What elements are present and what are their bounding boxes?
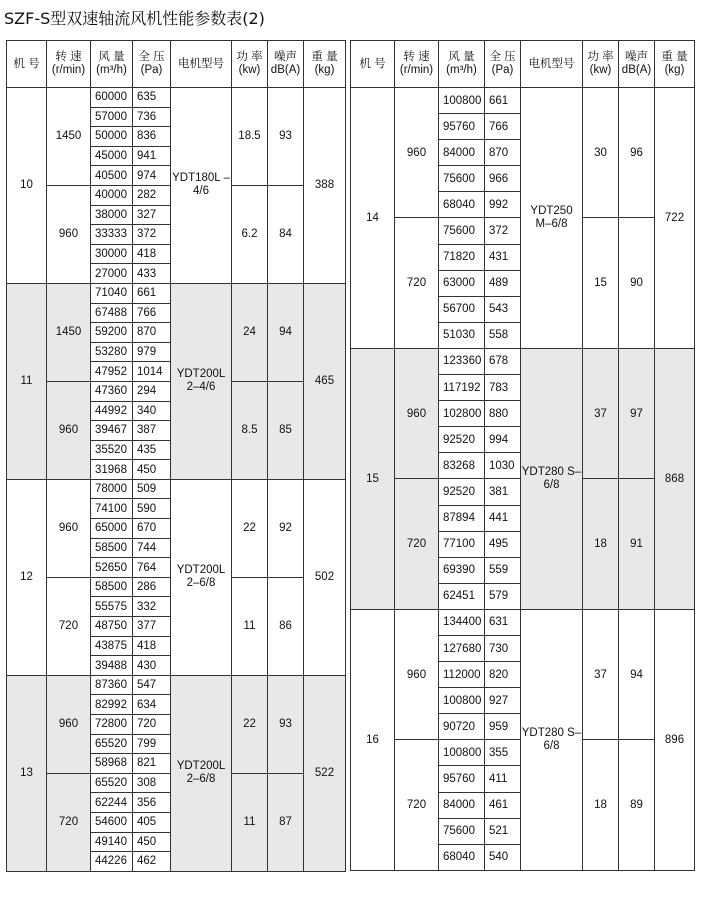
pressure-cell: 720: [133, 715, 171, 735]
airflow-cell: 48750: [91, 617, 133, 637]
power-cell: 11: [232, 577, 268, 675]
pressure-cell: 736: [133, 107, 171, 127]
pressure-cell: 635: [133, 88, 171, 108]
airflow-cell: 39467: [91, 421, 133, 441]
header-weight: 重 量 (kg): [304, 41, 346, 88]
airflow-cell: 68040: [439, 192, 485, 218]
airflow-cell: 95760: [439, 114, 485, 140]
airflow-cell: 134400: [439, 609, 485, 635]
pressure-cell: 433: [133, 264, 171, 284]
airflow-cell: 123360: [439, 348, 485, 374]
speed-cell: 960: [47, 675, 91, 773]
airflow-cell: 100800: [439, 688, 485, 714]
pressure-cell: 941: [133, 146, 171, 166]
pressure-cell: 435: [133, 440, 171, 460]
power-cell: 18: [583, 479, 619, 609]
spec-table-left-body: [7, 88, 346, 872]
pressure-cell: 431: [485, 244, 521, 270]
header-noise: 噪声 dB(A): [619, 41, 655, 88]
pressure-cell: 405: [133, 812, 171, 832]
airflow-cell: 117192: [439, 375, 485, 401]
pressure-cell: 836: [133, 127, 171, 147]
airflow-cell: 33333: [91, 225, 133, 245]
pressure-cell: 579: [485, 583, 521, 609]
header-pressure: 全 压 (Pa): [485, 41, 521, 88]
airflow-cell: 47952: [91, 362, 133, 382]
pressure-cell: 766: [485, 114, 521, 140]
noise-cell: 93: [268, 675, 304, 773]
pressure-cell: 590: [133, 499, 171, 519]
model-cell: 15: [351, 348, 395, 609]
pressure-cell: 521: [485, 818, 521, 844]
airflow-cell: 75600: [439, 218, 485, 244]
airflow-cell: 92520: [439, 479, 485, 505]
airflow-cell: 82992: [91, 695, 133, 715]
airflow-cell: 57000: [91, 107, 133, 127]
motor-cell: YDT200L 2–4/6: [171, 283, 232, 479]
model-cell: 14: [351, 88, 395, 349]
airflow-cell: 63000: [439, 270, 485, 296]
pressure-cell: 661: [485, 88, 521, 114]
power-cell: 18.5: [232, 88, 268, 186]
pressure-cell: 870: [133, 323, 171, 343]
airflow-cell: 84000: [439, 792, 485, 818]
pressure-cell: 543: [485, 296, 521, 322]
pressure-cell: 372: [133, 225, 171, 245]
speed-cell: 960: [395, 88, 439, 218]
pressure-cell: 387: [133, 421, 171, 441]
table-row: [7, 283, 346, 303]
pressure-cell: 377: [133, 617, 171, 637]
weight-cell: 388: [304, 88, 346, 284]
pressure-cell: 1014: [133, 362, 171, 382]
airflow-cell: 87360: [91, 675, 133, 695]
airflow-cell: 35520: [91, 440, 133, 460]
airflow-cell: 77100: [439, 531, 485, 557]
motor-cell: YDT280 S–6/8: [521, 609, 583, 870]
pressure-cell: 870: [485, 140, 521, 166]
pressure-cell: 356: [133, 793, 171, 813]
pressure-cell: 540: [485, 844, 521, 870]
noise-cell: 90: [619, 218, 655, 348]
pressure-cell: 355: [485, 740, 521, 766]
weight-cell: 722: [655, 88, 695, 349]
speed-cell: 720: [395, 479, 439, 609]
motor-cell: YDT180L –4/6: [171, 88, 232, 284]
airflow-cell: 90720: [439, 714, 485, 740]
airflow-cell: 84000: [439, 140, 485, 166]
header-speed: 转 速 (r/min): [47, 41, 91, 88]
airflow-cell: 62451: [439, 583, 485, 609]
speed-cell: 960: [47, 185, 91, 283]
airflow-cell: 49140: [91, 832, 133, 852]
table-row: [7, 675, 346, 695]
pressure-cell: 764: [133, 558, 171, 578]
airflow-cell: 53280: [91, 342, 133, 362]
pressure-cell: 799: [133, 734, 171, 754]
noise-cell: 97: [619, 348, 655, 478]
airflow-cell: 100800: [439, 88, 485, 114]
airflow-cell: 62244: [91, 793, 133, 813]
noise-cell: 86: [268, 577, 304, 675]
spec-table-left: [6, 40, 346, 872]
pressure-cell: 430: [133, 656, 171, 676]
airflow-cell: 58500: [91, 577, 133, 597]
pressure-cell: 821: [133, 754, 171, 774]
airflow-cell: 30000: [91, 244, 133, 264]
motor-cell: YDT250 M–6/8: [521, 88, 583, 349]
weight-cell: 465: [304, 283, 346, 479]
spec-table-right-body: [351, 88, 695, 871]
pressure-cell: 441: [485, 505, 521, 531]
airflow-cell: 127680: [439, 635, 485, 661]
airflow-cell: 50000: [91, 127, 133, 147]
header-row: [7, 41, 346, 88]
pressure-cell: 558: [485, 322, 521, 348]
pressure-cell: 547: [133, 675, 171, 695]
pressure-cell: 461: [485, 792, 521, 818]
table-row: [7, 88, 346, 108]
pressure-cell: 332: [133, 597, 171, 617]
airflow-cell: 83268: [439, 453, 485, 479]
pressure-cell: 327: [133, 205, 171, 225]
airflow-cell: 54600: [91, 812, 133, 832]
pressure-cell: 294: [133, 381, 171, 401]
power-cell: 30: [583, 88, 619, 218]
pressure-cell: 418: [133, 636, 171, 656]
model-cell: 10: [7, 88, 47, 284]
airflow-cell: 56700: [439, 296, 485, 322]
airflow-cell: 65000: [91, 519, 133, 539]
pressure-cell: 979: [133, 342, 171, 362]
header-airflow: 风 量 (m³/h): [91, 41, 133, 88]
airflow-cell: 71820: [439, 244, 485, 270]
speed-cell: 720: [47, 577, 91, 675]
table-row: [351, 88, 695, 114]
pressure-cell: 308: [133, 773, 171, 793]
airflow-cell: 87894: [439, 505, 485, 531]
pressure-cell: 744: [133, 538, 171, 558]
weight-cell: 522: [304, 675, 346, 871]
speed-cell: 720: [47, 773, 91, 871]
pressure-cell: 509: [133, 479, 171, 499]
airflow-cell: 27000: [91, 264, 133, 284]
header-speed: 转 速 (r/min): [395, 41, 439, 88]
model-cell: 11: [7, 283, 47, 479]
speed-cell: 960: [47, 381, 91, 479]
power-cell: 15: [583, 218, 619, 348]
noise-cell: 93: [268, 88, 304, 186]
pressure-cell: 974: [133, 166, 171, 186]
pressure-cell: 678: [485, 348, 521, 374]
pressure-cell: 282: [133, 185, 171, 205]
airflow-cell: 75600: [439, 166, 485, 192]
airflow-cell: 69390: [439, 557, 485, 583]
header-noise: 噪声 dB(A): [268, 41, 304, 88]
power-cell: 37: [583, 609, 619, 739]
airflow-cell: 68040: [439, 844, 485, 870]
pressure-cell: 820: [485, 662, 521, 688]
power-cell: 8.5: [232, 381, 268, 479]
pressure-cell: 450: [133, 832, 171, 852]
airflow-cell: 38000: [91, 205, 133, 225]
power-cell: 18: [583, 740, 619, 870]
airflow-cell: 72800: [91, 715, 133, 735]
page-title: SZF-S型双速轴流风机性能参数表(2): [4, 9, 265, 28]
pressure-cell: 489: [485, 270, 521, 296]
motor-cell: YDT200L 2–6/8: [171, 479, 232, 675]
noise-cell: 94: [619, 609, 655, 739]
speed-cell: 720: [395, 218, 439, 348]
pressure-cell: 418: [133, 244, 171, 264]
header-row: [351, 41, 695, 88]
weight-cell: 502: [304, 479, 346, 675]
noise-cell: 94: [268, 283, 304, 381]
table-row: [351, 348, 695, 374]
model-cell: 12: [7, 479, 47, 675]
motor-cell: YDT200L 2–6/8: [171, 675, 232, 871]
header-airflow: 风 量 (m³/h): [439, 41, 485, 88]
speed-cell: 960: [395, 609, 439, 739]
header-power: 功 率 (kw): [232, 41, 268, 88]
weight-cell: 868: [655, 348, 695, 609]
airflow-cell: 58968: [91, 754, 133, 774]
pressure-cell: 372: [485, 218, 521, 244]
airflow-cell: 51030: [439, 322, 485, 348]
header-motor: 电机型号: [521, 41, 583, 88]
airflow-cell: 78000: [91, 479, 133, 499]
airflow-cell: 100800: [439, 740, 485, 766]
pressure-cell: 1030: [485, 453, 521, 479]
airflow-cell: 52650: [91, 558, 133, 578]
table-row: [351, 609, 695, 635]
airflow-cell: 65520: [91, 734, 133, 754]
pressure-cell: 766: [133, 303, 171, 323]
airflow-cell: 58500: [91, 538, 133, 558]
airflow-cell: 45000: [91, 146, 133, 166]
pressure-cell: 462: [133, 852, 171, 872]
noise-cell: 89: [619, 740, 655, 870]
airflow-cell: 44226: [91, 852, 133, 872]
pressure-cell: 559: [485, 557, 521, 583]
header-power: 功 率 (kw): [583, 41, 619, 88]
spec-table-right: [350, 40, 695, 871]
pressure-cell: 634: [133, 695, 171, 715]
pressure-cell: 783: [485, 375, 521, 401]
power-cell: 11: [232, 773, 268, 871]
pressure-cell: 411: [485, 766, 521, 792]
header-model: 机 号: [7, 41, 47, 88]
header-motor: 电机型号: [171, 41, 232, 88]
pressure-cell: 286: [133, 577, 171, 597]
pressure-cell: 631: [485, 609, 521, 635]
speed-cell: 1450: [47, 88, 91, 186]
airflow-cell: 59200: [91, 323, 133, 343]
pressure-cell: 495: [485, 531, 521, 557]
airflow-cell: 39488: [91, 656, 133, 676]
pressure-cell: 340: [133, 401, 171, 421]
noise-cell: 92: [268, 479, 304, 577]
airflow-cell: 102800: [439, 401, 485, 427]
airflow-cell: 60000: [91, 88, 133, 108]
airflow-cell: 92520: [439, 427, 485, 453]
speed-cell: 960: [395, 348, 439, 478]
power-cell: 6.2: [232, 185, 268, 283]
airflow-cell: 71040: [91, 283, 133, 303]
header-pressure: 全 压 (Pa): [133, 41, 171, 88]
model-cell: 13: [7, 675, 47, 871]
airflow-cell: 40000: [91, 185, 133, 205]
airflow-cell: 74100: [91, 499, 133, 519]
airflow-cell: 65520: [91, 773, 133, 793]
airflow-cell: 31968: [91, 460, 133, 480]
noise-cell: 91: [619, 479, 655, 609]
airflow-cell: 55575: [91, 597, 133, 617]
pressure-cell: 670: [133, 519, 171, 539]
pressure-cell: 992: [485, 192, 521, 218]
airflow-cell: 75600: [439, 818, 485, 844]
header-model: 机 号: [351, 41, 395, 88]
pressure-cell: 381: [485, 479, 521, 505]
header-weight: 重 量 (kg): [655, 41, 695, 88]
pressure-cell: 450: [133, 460, 171, 480]
table-row: [7, 479, 346, 499]
noise-cell: 85: [268, 381, 304, 479]
pressure-cell: 994: [485, 427, 521, 453]
airflow-cell: 43875: [91, 636, 133, 656]
airflow-cell: 47360: [91, 381, 133, 401]
airflow-cell: 44992: [91, 401, 133, 421]
airflow-cell: 40500: [91, 166, 133, 186]
speed-cell: 720: [395, 740, 439, 870]
speed-cell: 1450: [47, 283, 91, 381]
airflow-cell: 95760: [439, 766, 485, 792]
model-cell: 16: [351, 609, 395, 870]
airflow-cell: 112000: [439, 662, 485, 688]
pressure-cell: 966: [485, 166, 521, 192]
noise-cell: 87: [268, 773, 304, 871]
weight-cell: 896: [655, 609, 695, 870]
pressure-cell: 959: [485, 714, 521, 740]
pressure-cell: 661: [133, 283, 171, 303]
power-cell: 24: [232, 283, 268, 381]
pressure-cell: 730: [485, 635, 521, 661]
power-cell: 22: [232, 479, 268, 577]
noise-cell: 84: [268, 185, 304, 283]
power-cell: 37: [583, 348, 619, 478]
pressure-cell: 880: [485, 401, 521, 427]
motor-cell: YDT280 S–6/8: [521, 348, 583, 609]
pressure-cell: 927: [485, 688, 521, 714]
speed-cell: 960: [47, 479, 91, 577]
power-cell: 22: [232, 675, 268, 773]
noise-cell: 96: [619, 88, 655, 218]
airflow-cell: 67488: [91, 303, 133, 323]
